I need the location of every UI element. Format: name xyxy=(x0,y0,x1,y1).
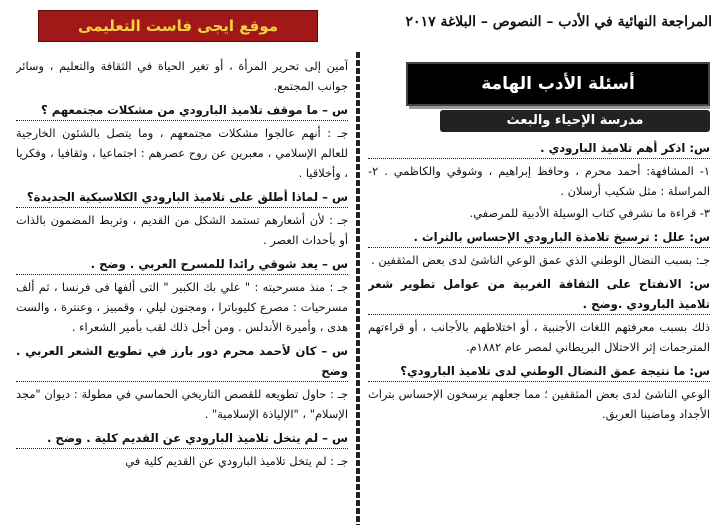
question-heading: س – لماذا أطلق على تلاميذ البارودي الكلاسيكية الجديدة؟ xyxy=(16,187,348,208)
page-title: المراجعة النهائية في الأدب – النصوص – البلاغة ٢٠١٧ xyxy=(405,14,712,30)
question-heading: س: علل : ترسيخ تلامذة البارودي الإحساس بالتراث . xyxy=(368,227,710,248)
answer-paragraph: جـ : أنهم عالجوا مشكلات مجتمعهم ، وما يتصل بالشئون الخارجية للعالم الإسلامي ، معبرين عن روح عصرهم : اجتماعيا ، وثقافيا ، وفكريا ، وأخلاقيا . xyxy=(16,126,348,180)
question-heading: س – ما موقف تلاميذ البارودي من مشكلات مجتمعهم ؟ xyxy=(16,100,348,121)
question-heading: س: اذكر أهم تلاميذ البارودي . xyxy=(368,138,710,159)
left-column-content xyxy=(16,56,348,471)
answer-paragraph: ١- المشافهة: أحمد محرم ، وحافظ إبراهيم ، وشوقي والكاظمي . ٢- المراسلة : مثل شكيب أرسلان . xyxy=(368,164,710,198)
section-title-box: أسئلة الأدب الهامة xyxy=(406,62,710,106)
answer-paragraph: جـ : منذ مسرحيته : " علي بك الكبير " التى ألفها فى فرنسا ، ثم ألف مسرحيات : مصرع كليوباترا ، ومجنون ليلي ، وقمبيز ، وعنترة ، والست هدى ، وأميرة الأندلس . ومن أجل ذلك لقب بأمير الشعراء . xyxy=(16,280,348,334)
answer-paragraph: آمين إلى تحرير المرأة ، أو تغير الحياة في الثقافة والتعليم ، وسائر جوانب المجتمع. xyxy=(16,59,348,93)
column-divider xyxy=(356,52,360,525)
right-column-content xyxy=(368,138,710,424)
answer-paragraph: جـ: بسبب النضال الوطني الذي عمق الوعي الناشئ لدى بعض المثقفين . xyxy=(371,253,710,267)
question-heading: س – لم يتخل تلاميذ البارودي عن القديم كلية . وضح . xyxy=(16,428,348,449)
site-name-banner: موقع ايجى فاست التعليمى xyxy=(38,10,318,42)
question-heading: س – يعد شوقي رائدا للمسرح العربي . وضح . xyxy=(16,254,348,275)
left-column xyxy=(16,56,348,526)
answer-paragraph: ذلك بسبب معرفتهم اللغات الأجنبية ، أو اختلاطهم بالأجانب ، أو قراءتهم المترجمات إثر الاحتلال البريطاني لمصر عام ١٨٨٢م. xyxy=(368,320,710,354)
question-heading: س: ما نتيجة عمق النضال الوطني لدى تلاميذ البارودي؟ xyxy=(368,361,710,382)
answer-paragraph: جـ : لم يتخل تلاميذ البارودي عن القديم كلية في xyxy=(125,454,348,468)
question-heading: س – كان لأحمد محرم دور بارز في تطويع الشعر العربي . وضح xyxy=(16,341,348,382)
answer-paragraph: جـ : لأن أشعارهم تستمد الشكل من القديم ، وتربط المضمون بالذات أو بأحداث العصر . xyxy=(16,213,348,247)
answer-paragraph: الوعي الناشئ لدى بعض المثقفين ؛ مما جعلهم يرسخون الإحساس بتراث الأجداد وماضينا العريق. xyxy=(368,387,710,421)
question-heading: س: الانفتاح على الثقافة الغربية من عوامل تطوير شعر تلاميذ البارودي .وضح . xyxy=(368,274,710,315)
answer-paragraph: جـ : حاول تطويعه للقصص التاريخي الحماسي في مطولة : ديوان "مجد الإسلام" ، "الإلياذة الإسلامية" . xyxy=(16,387,348,421)
right-column xyxy=(368,56,710,526)
school-banner: مدرسة الإحياء والبعث xyxy=(440,110,710,132)
answer-paragraph: ٣- قراءة ما نشرفي كتاب الوسيلة الأدبية للمرصفي. xyxy=(469,206,710,220)
header-bar xyxy=(0,0,720,48)
